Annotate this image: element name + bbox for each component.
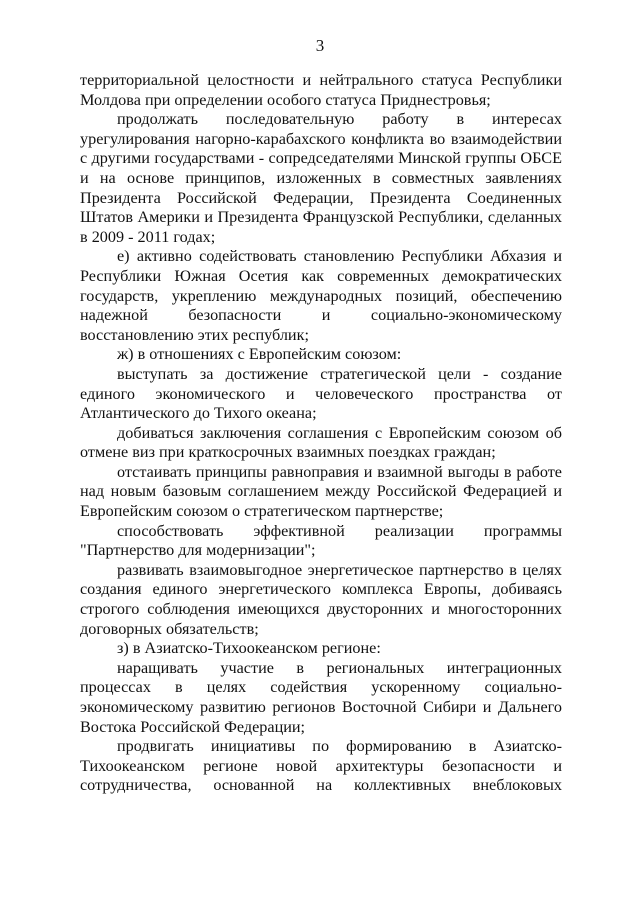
paragraph-territorial-integrity: территориальной целостности и нейтрального статуса Республики Молдова при определении особого статуса Приднестровья; — [80, 71, 562, 109]
paragraph-modernization: способствовать эффективной реализации программы "Партнерство для модернизации"; — [80, 521, 562, 560]
paragraph-common-space: выступать за достижение стратегической цели - создание единого экономического и человеческого пространства от Атлантического до Тихого океана; — [80, 364, 562, 423]
paragraph-abkhazia-south-ossetia: е) активно содействовать становлению Республики Абхазия и Республики Южная Осетия как современных демократических государств, укреплению международных позиций, обеспечению надежной безопасности и социально-экономическому восстановлению этих республик; — [80, 247, 562, 344]
paragraph-energy-partnership: развивать взаимовыгодное энергетическое партнерство в целях создания единого энергетического комплекса Европы, добиваясь строгого соблюдения имеющихся двусторонних и многосторонних договорных обязательств; — [80, 560, 562, 638]
paragraph-visa-agreement: добиваться заключения соглашения с Европейским союзом об отмене виз при краткосрочных взаимных поездках граждан; — [80, 423, 562, 462]
paragraph-security-architecture: продвигать инициативы по формированию в Азиатско-Тихоокеанском регионе новой архитектуры безопасности и сотрудничества, основанной на коллективных внеблоковых — [80, 737, 562, 795]
paragraph-asia-pacific-heading: з) в Азиатско-Тихоокеанском регионе: — [117, 639, 381, 658]
paragraph-nagorno-karabakh: продолжать последовательную работу в интересах урегулирования нагорно-карабахского конфликта во взаимодействии с другими государствами - сопредседателями Минской группы ОБСЕ и на основе принципов, изложенных в совместных заявлениях Президента Российской Федерации, Президента Соединенных Штатов Америки и Президента Французской Республики, сделанных в 2009 - 2011 годах; — [80, 110, 562, 246]
paragraph-partnership-agreement: отстаивать принципы равноправия и взаимной выгоды в работе над новым базовым соглашением между Российской Федерацией и Европейским союзом о стратегическом партнерстве; — [80, 462, 562, 521]
page-number: 3 — [315, 36, 325, 55]
paragraph-regional-integration: наращивать участие в региональных интеграционных процессах в целях содействия ускоренному социально-экономическому развитию регионов Восточной Сибири и Дальнего Востока Российской Федерации; — [80, 658, 562, 736]
document-body — [80, 71, 562, 796]
paragraph-eu-heading: ж) в отношениях с Европейским союзом: — [117, 345, 402, 364]
